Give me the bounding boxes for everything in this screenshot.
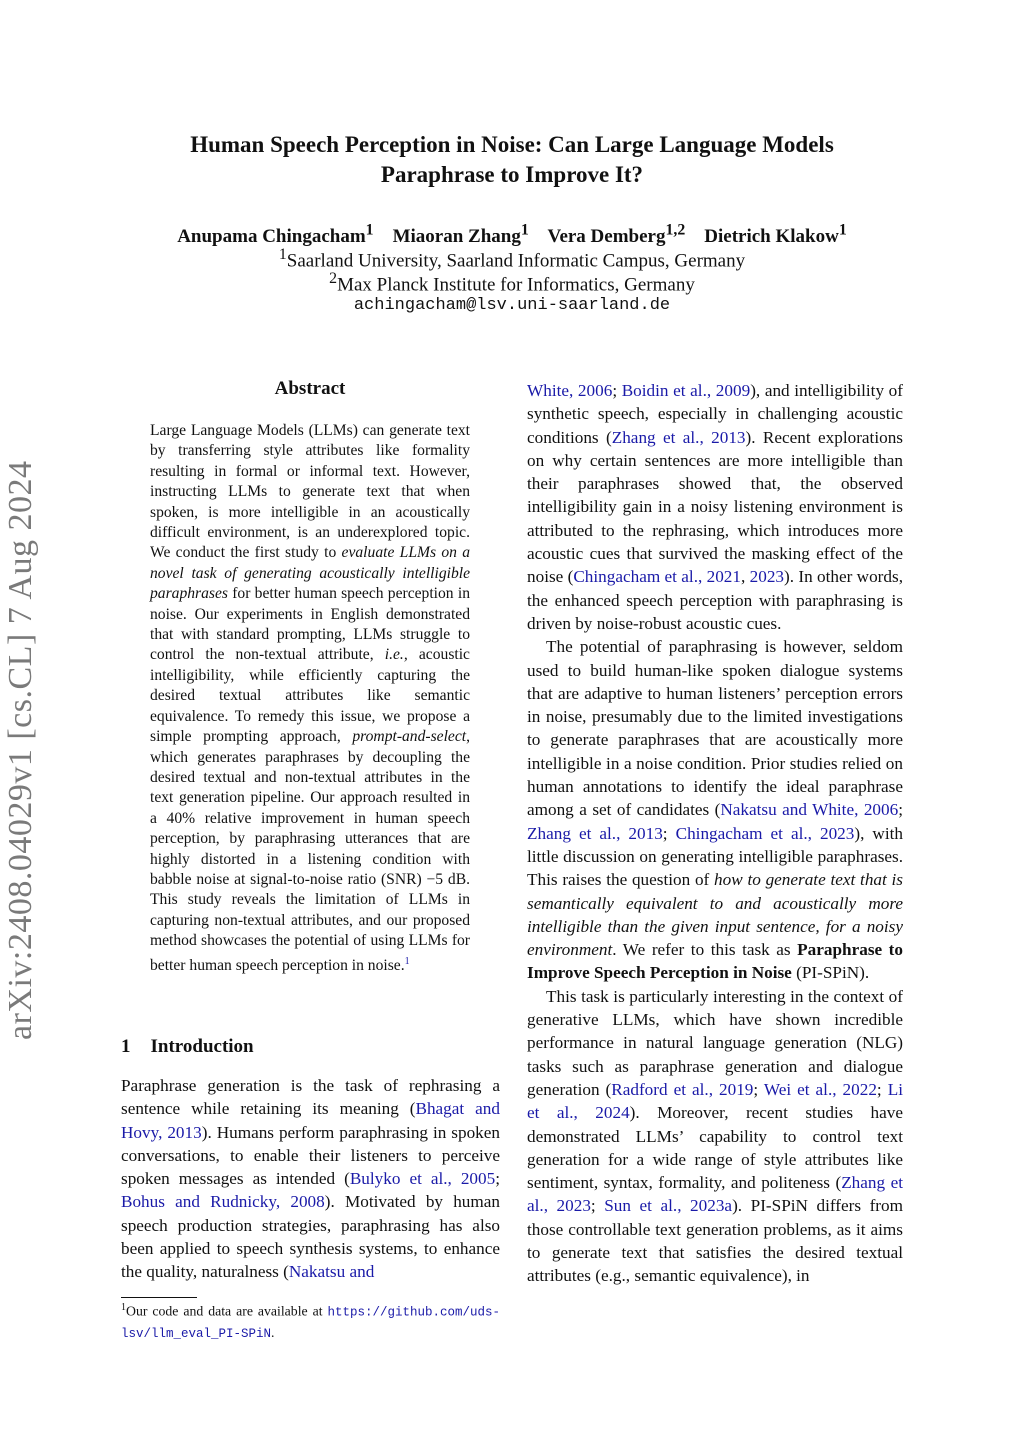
citation-link[interactable]: Nakatsu and (288, 1262, 375, 1282)
citation-link[interactable]: Chingacham et al., 2023 (675, 823, 855, 843)
citation-link[interactable]: Boidin et al., 2009 (621, 381, 751, 400)
section-heading-introduction: 1 Introduction (121, 1036, 254, 1057)
citation-link[interactable]: Zhang et al., 2013 (527, 823, 663, 843)
author-3: Vera Demberg$^{1,2}$ (547, 222, 686, 248)
title-line-1: Human Speech Perception in Noise: Can Large Language Models (190, 132, 834, 157)
footnote: $^1$Our code and data are available at https://github.com/uds-lsv/llm_eval_PI-SPiN. (121, 1302, 500, 1341)
citation-link[interactable]: Li et al., 2024 (527, 1079, 903, 1123)
affiliation-1: $^1$Saarland University, Saarland Informatic Campus, Germany (278, 246, 746, 272)
citation-link[interactable]: Zhang et al., 2013 (611, 427, 746, 447)
abstract-heading: Abstract (274, 378, 346, 399)
citation-link[interactable]: Radford et al., 2019 (611, 1079, 754, 1099)
title-line-2: Paraphrase to Improve It? (380, 162, 644, 187)
right-column (527, 379, 903, 1288)
citation-link[interactable]: Bhagat and Hovy, 2013 (121, 1099, 500, 1142)
citation-link[interactable]: White, 2006 (527, 381, 613, 400)
right-paragraph-1: White, 2006; Boidin et al., 2009), and intelligibility of synthetic speech, especially in challenging acoustic conditions (Zhang et al., 2013). Recent explorations on why certain sentences are more intelligible than their paraphrases showed that, the observed intelligibility gain in a noisy listening environment is attributed to the rephrasing, which introduces more acoustic cues that survived the masking effect of the noise (Chingacham et al., 2021, 2023). In other words, the enhanced speech perception with paraphrasing is driven by noise-robust acoustic cues. (527, 381, 903, 633)
author-4: Dietrich Klakow$^1$ (704, 222, 847, 248)
footnote-ref[interactable]: 1 (404, 955, 410, 967)
affiliation-2: $^2$Max Planck Institute for Informatics, Germany (329, 270, 695, 296)
citation-link[interactable]: Nakatsu and White, 2006 (720, 800, 899, 820)
author-1: Anupama Chingacham$^1$ (177, 222, 374, 248)
right-paragraph-3: This task is particularly interesting in the context of generative LLMs, which have shown incredible performance in natural language generation (NLG) tasks such as paraphrase generation and dialogue generation (Radford et al., 2019; Wei et al., 2022; Li et al., 2024). Moreover, recent studies have demonstrated LLMs’ capability to control text generation for a wide range of style attributes like sentiment, syntax, formality, and politeness (Zhang et al., 2023; Sun et al., 2023a). PI-SPiN differs from those controllable text generation problems, as it aims to generate text that satisfies the desired textual attributes (e.g., semantic equivalence), in (527, 986, 903, 1286)
author-2: Miaoran Zhang$^1$ (392, 222, 529, 248)
citation-link[interactable]: Bohus and Rudnicky, 2008 (121, 1192, 325, 1212)
author-email[interactable]: achingacham@lsv.uni-saarland.de (353, 296, 671, 315)
github-url-link[interactable]: https://github.com/uds-lsv/llm_eval_PI-SPiN (121, 1305, 500, 1341)
abstract-body: Large Language Models (LLMs) can generate text by transferring style attributes like formality resulting in formal or informal text. However, instructing LLMs to generate text that when spoken, is more intelligible in an acoustically difficult environment, is an underexplored topic. We conduct the first study to evaluate LLMs on a novel task of generating acoustically intelligible paraphrases for better human speech perception in noise. Our experiments in English demonstrated that with standard prompting, LLMs struggle to control the non-textual attribute, i.e., acoustic intelligibility, while efficiently capturing the desired textual attributes like semantic equivalence. To remedy this issue, we propose a simple prompting approach, prompt-and-select, which generates paraphrases by decoupling the desired textual and non-textual attributes in the text generation pipeline. Our approach resulted in a 40% relative improvement in human speech perception, by paraphrasing utterances that are highly distorted in a listening condition with babble noise at signal-to-noise ratio (SNR) −5 dB. This study reveals the limitation of LLMs in capturing non-textual attributes, and our proposed method showcases the potential of using LLMs for better human speech perception in noise.$^1$ (150, 422, 471, 974)
citation-link[interactable]: Sun et al., 2023a (604, 1196, 733, 1216)
citation-link[interactable]: Wei et al., 2022 (763, 1079, 877, 1099)
citation-link[interactable]: 2023 (749, 567, 785, 587)
paper-title (0, 130, 1024, 190)
arxiv-identifier: arXiv:2408.04029v1 [cs.CL] 7 Aug 2024 (2, 460, 39, 1040)
right-paragraph-2: The potential of paraphrasing is however, seldom used to build human-like spoken dialogue systems that are adaptive to human listeners’ perception errors in noise, presumably due to the limited investigations to generate paraphrases that are acoustically more intelligible in a noise condition. Prior studies relied on human annotations to identify the ideal paraphrase among a set of candidates (Nakatsu and White, 2006; Zhang et al., 2013; Chingacham et al., 2023), with little discussion on generating intelligible paraphrases. This raises the question of how to generate text that is semantically equivalent to and acoustically more intelligible than the given input sentence, for a noisy environment. We refer to this task as Paraphrase to Improve Speech Perception in Noise (PI-SPiN). (527, 637, 904, 983)
citation-link[interactable]: Zhang et al., 2023 (527, 1173, 903, 1216)
citation-link[interactable]: Chingacham et al., 2021 (573, 567, 741, 587)
citation-link[interactable]: Bulyko et al., 2005 (349, 1169, 496, 1189)
author-list (0, 222, 1024, 248)
intro-paragraph-1: Paraphrase generation is the task of rephrasing a sentence while retaining its meaning (Bhagat and Hovy, 2013). Humans perform paraphrasing in spoken conversations, to enable their listeners to perceive spoken messages as intended (Bulyko et al., 2005; Bohus and Rudnicky, 2008). Motivated by human speech production strategies, paraphrasing has also been applied to speech synthesis systems, to enhance the quality, naturalness (Nakatsu and (121, 1076, 500, 1282)
